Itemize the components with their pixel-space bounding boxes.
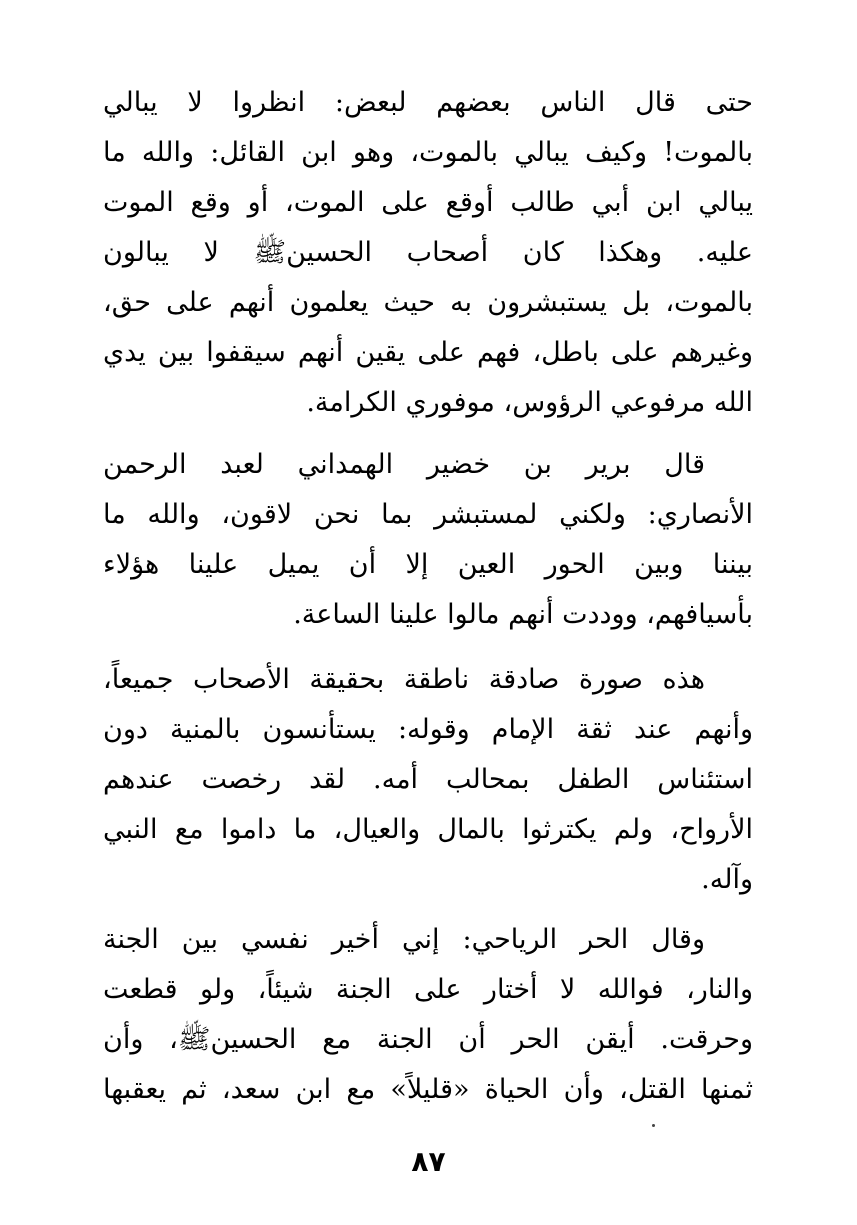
text-line: استئناس الطفل بمحالب أمه. لقد رخصت عندهم [103, 764, 753, 795]
text-line: قال برير بن خضير الهمداني لعبد الرحمن [103, 449, 705, 480]
footnote-dot [652, 1124, 655, 1127]
text-line: عليه. وهكذا كان أصحاب الحسينﷺ لا يبالون [103, 237, 753, 268]
text-line: والنار، فوالله لا أختار على الجنة شيئاً، ولو قطعت [103, 974, 753, 1005]
paragraph-2 [103, 440, 753, 640]
text-line: وآله. [701, 864, 753, 895]
paragraph-3 [103, 655, 753, 905]
text-line: الأرواح، ولم يكترثوا بالمال والعيال، ما داموا مع النبي [103, 814, 753, 845]
paragraph-1 [103, 78, 753, 428]
text-line: بيننا وبين الحور العين إلا أن يميل علينا هؤلاء [103, 549, 753, 580]
text-line: الأنصاري: ولكني لمستبشر بما نحن لاقون، والله ما [103, 499, 753, 530]
page-number: ٨٧ [411, 1145, 446, 1178]
text-line: يبالي ابن أبي طالب أوقع على الموت، أو وقع الموت [103, 187, 753, 218]
text-line: وحرقت. أيقن الحر أن الجنة مع الحسينﷺ، وأن [103, 1024, 753, 1055]
text-line: وقال الحر الرياحي: إني أخير نفسي بين الجنة [103, 924, 705, 955]
paragraph-4 [103, 915, 753, 1115]
text-line: حتى قال الناس بعضهم لبعض: انظروا لا يبالي [103, 87, 753, 118]
text-line: هذه صورة صادقة ناطقة بحقيقة الأصحاب جميعاً، [103, 664, 705, 695]
text-line: بأسيافهم، ووددت أنهم مالوا علينا الساعة. [293, 599, 753, 630]
text-line: بالموت، بل يستبشرون به حيث يعلمون أنهم على حق، [103, 287, 753, 318]
text-line: بالموت! وكيف يبالي بالموت، وهو ابن القائل: والله ما [103, 137, 753, 168]
text-line: وغيرهم على باطل، فهم على يقين أنهم سيقفوا بين يدي [103, 337, 753, 368]
text-line: وأنهم عند ثقة الإمام وقوله: يستأنسون بالمنية دون [103, 714, 753, 745]
text-line: ثمنها القتل، وأن الحياة «قليلاً» مع ابن سعد، ثم يعقبها [103, 1074, 753, 1105]
text-line: الله مرفوعي الرؤوس، موفوري الكرامة. [306, 387, 753, 418]
